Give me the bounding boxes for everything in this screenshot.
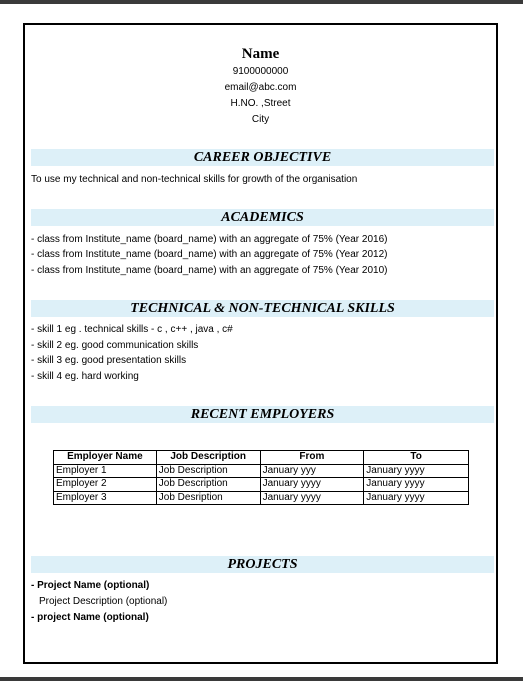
project-name: - Project Name (optional): [31, 580, 150, 591]
skills-heading-band: [31, 300, 494, 317]
table-cell: January yyyy: [260, 478, 364, 492]
employers-heading: RECENT EMPLOYERS: [190, 407, 335, 422]
table-cell: Employer 1: [54, 464, 157, 478]
table-cell: Employer 3: [54, 491, 157, 505]
candidate-name: Name: [241, 46, 280, 62]
projects-heading-band: [31, 556, 494, 573]
resume-page: [23, 23, 498, 664]
table-header-row: [54, 451, 469, 465]
bottom-border-bar: [0, 677, 523, 681]
table-cell: January yyy: [260, 464, 364, 478]
project-description: Project Description (optional): [39, 596, 168, 607]
skills-item: - skill 2 eg. good communication skills: [31, 340, 199, 351]
top-border-bar: [0, 0, 523, 4]
skills-item: - skill 3 eg. good presentation skills: [31, 355, 187, 366]
projects-heading: PROJECTS: [227, 557, 298, 572]
table-row: [54, 478, 469, 492]
employers-heading-band: [31, 406, 494, 423]
table-cell: Job Desription: [156, 491, 260, 505]
table-cell: Job Description: [156, 478, 260, 492]
career-objective-text: To use my technical and non-technical skills for growth of the organisation: [31, 174, 358, 185]
skills-item: - skill 1 eg . technical skills - c , c++ , java , c#: [31, 324, 233, 335]
table-row: [54, 491, 469, 505]
table-cell: January yyyy: [364, 478, 469, 492]
skills-item: - skill 4 eg. hard working: [31, 371, 139, 382]
academics-heading-band: [31, 209, 494, 226]
table-cell: Job Description: [156, 464, 260, 478]
academics-item: - class from Institute_name (board_name) with an aggregate of 75% (Year 2012): [31, 249, 388, 260]
column-header: Job Description: [156, 451, 260, 465]
skills-heading: TECHNICAL & NON-TECHNICAL SKILLS: [130, 301, 395, 316]
academics-item: - class from Institute_name (board_name) with an aggregate of 75% (Year 2010): [31, 265, 388, 276]
column-header: To: [364, 451, 469, 465]
table-row: [54, 464, 469, 478]
employers-table: [53, 450, 469, 505]
phone-number: 9100000000: [232, 66, 289, 77]
column-header: Employer Name: [54, 451, 157, 465]
table-cell: January yyyy: [364, 464, 469, 478]
street-address: H.NO. ,Street: [230, 98, 291, 109]
career-objective-heading: CAREER OBJECTIVE: [193, 150, 332, 165]
academics-item: - class from Institute_name (board_name) with an aggregate of 75% (Year 2016): [31, 234, 388, 245]
project-name: - project Name (optional): [31, 612, 149, 623]
career-objective-heading-band: [31, 149, 494, 166]
table-cell: January yyyy: [260, 491, 364, 505]
academics-heading: ACADEMICS: [221, 210, 304, 225]
column-header: From: [260, 451, 364, 465]
email-address: email@abc.com: [224, 82, 297, 93]
table-cell: January yyyy: [364, 491, 469, 505]
table-cell: Employer 2: [54, 478, 157, 492]
city: City: [251, 114, 270, 125]
